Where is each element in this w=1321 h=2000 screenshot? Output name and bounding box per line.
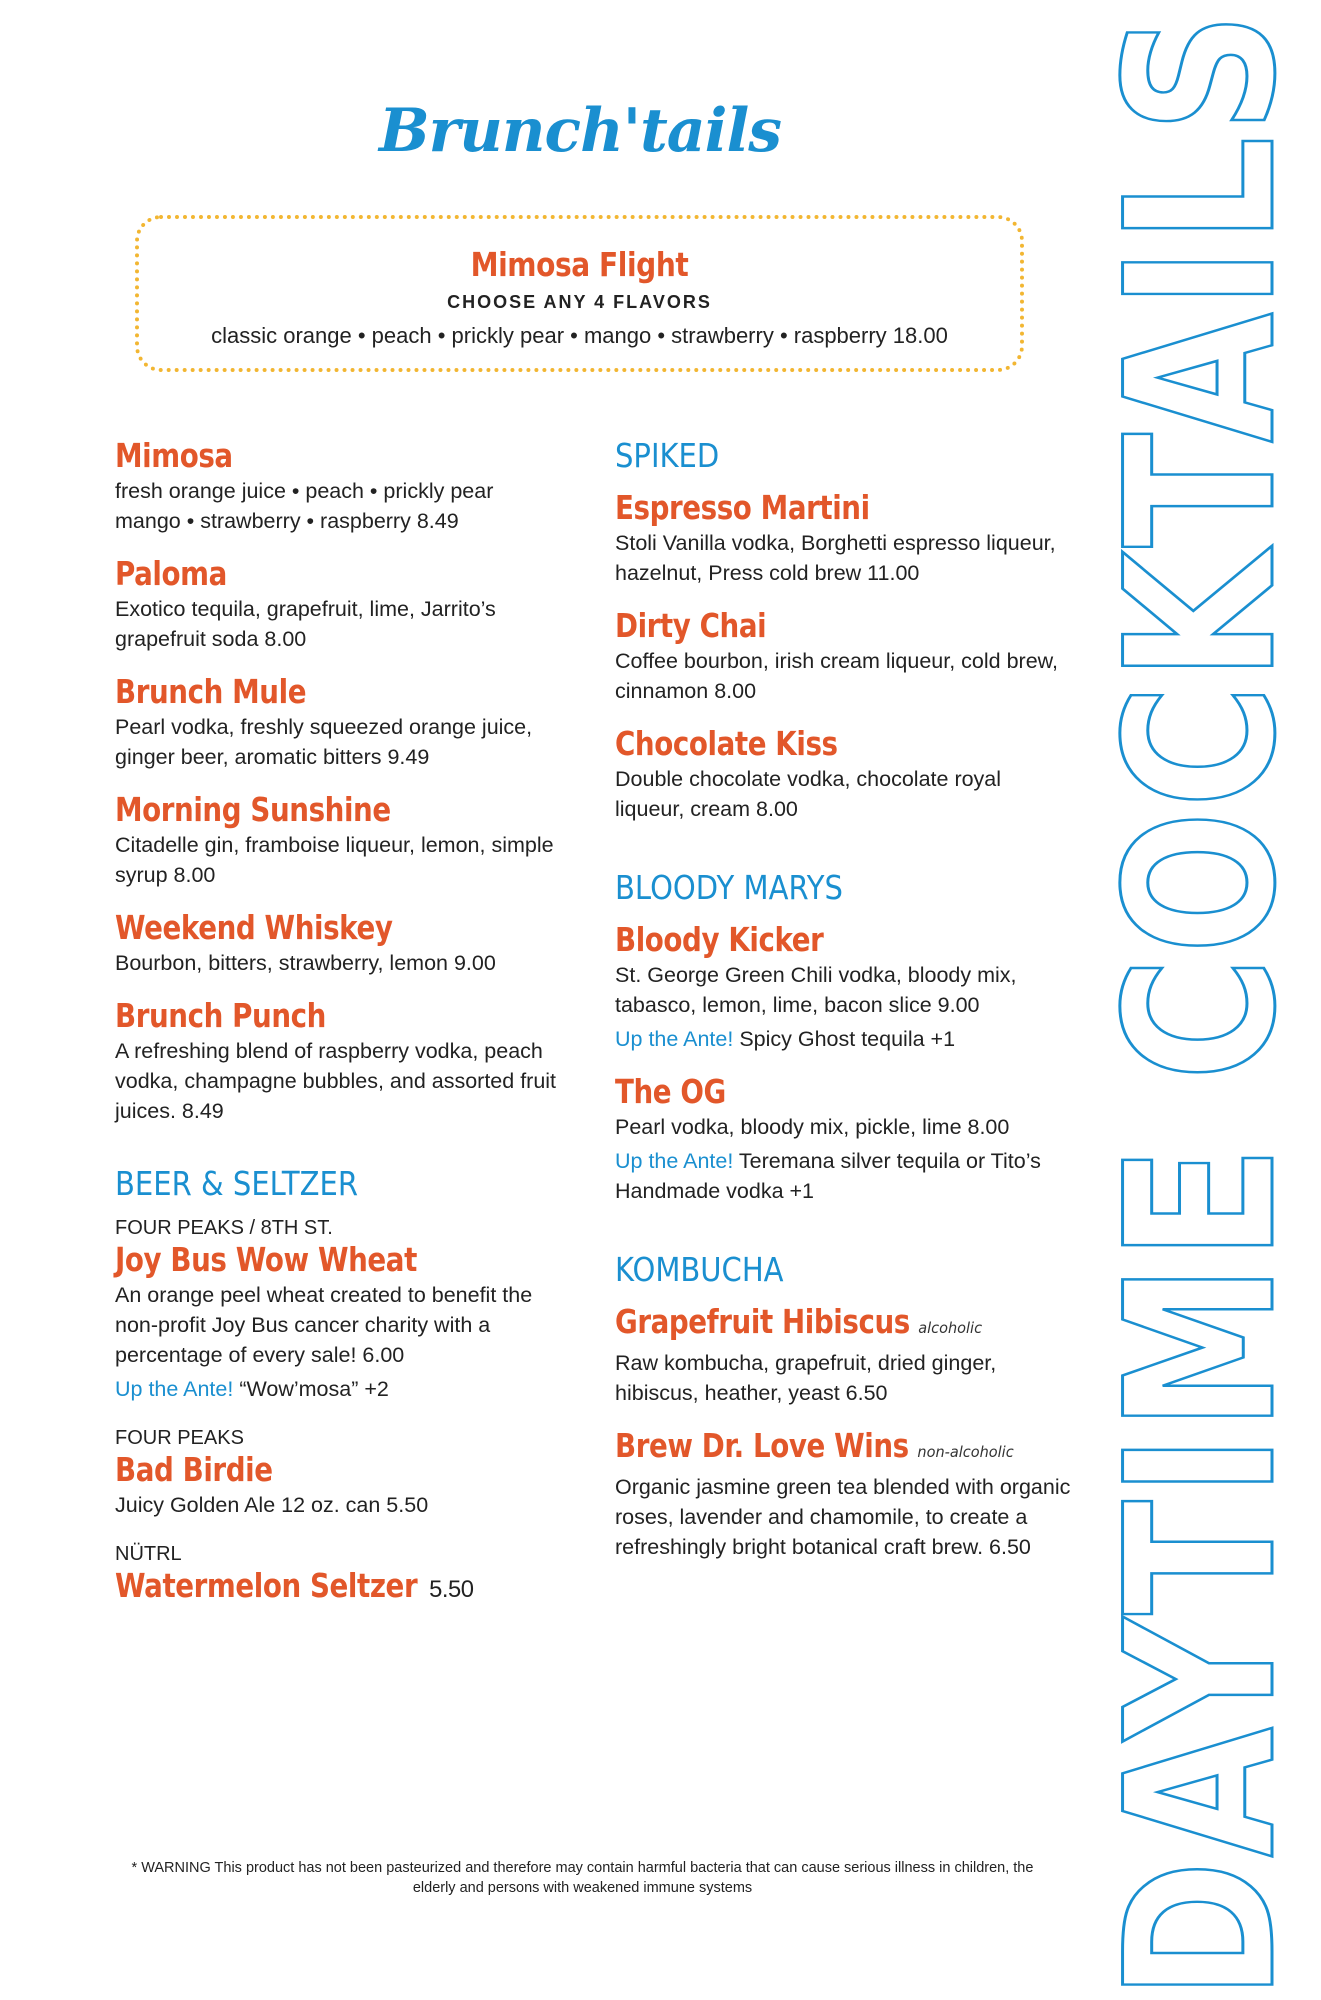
item-description: Double chocolate vodka, chocolate royal liqueur, cream 8.00 <box>615 767 1002 821</box>
item-name <box>115 1566 493 1610</box>
brewer-name: FOUR PEAKS <box>115 1427 244 1449</box>
menu-item <box>615 1072 1075 1206</box>
section-heading-kombucha: KOMBUCHA <box>615 1250 784 1289</box>
section-heading-spiked: SPIKED <box>615 436 720 475</box>
item-name: Bad Birdie <box>115 1450 273 1489</box>
ante-text: Spicy Ghost tequila +1 <box>733 1027 956 1051</box>
item-description: Organic jasmine green tea blended with organic roses, lavender and chamomile, to create a refreshingly bright botanical craft brew. 6.50 <box>615 1475 1071 1559</box>
side-title-text: DAYTIME COCKTAILS <box>1083 8 1321 2000</box>
item-name: Weekend Whiskey <box>115 908 393 947</box>
section-heading-bloody-marys: BLOODY MARYS <box>615 868 843 907</box>
ante-text: “Wow’mosa” +2 <box>233 1377 389 1401</box>
item-description: An orange peel wheat created to benefit the non-profit Joy Bus cancer charity with a percentage of every sale! 6.00 <box>115 1283 533 1367</box>
item-name-text: Brew Dr. Love Wins <box>615 1426 909 1465</box>
item-description: Raw kombucha, grapefruit, dried ginger, hibiscus, heather, yeast 6.50 <box>615 1351 997 1405</box>
menu-item <box>115 1426 565 1520</box>
menu-item <box>615 920 1075 1054</box>
side-title <box>1083 0 1321 2000</box>
item-name: Dirty Chai <box>615 606 767 645</box>
menu-title: Brunch'tails <box>378 96 782 166</box>
item-description: Bourbon, bitters, strawberry, lemon 9.00 <box>115 951 496 975</box>
item-name: Paloma <box>115 554 227 593</box>
menu-item <box>115 1542 565 1610</box>
menu-item <box>615 1426 1075 1562</box>
ante-label: Up the Ante! <box>615 1149 734 1173</box>
ante-label: Up the Ante! <box>115 1377 234 1401</box>
item-description: Stoli Vanilla vodka, Borghetti espresso liqueur, hazelnut, Press cold brew 11.00 <box>615 531 1056 585</box>
item-name: Mimosa <box>115 436 233 475</box>
item-name: Brunch Punch <box>115 996 326 1035</box>
item-name: Espresso Martini <box>615 488 870 527</box>
item-name-text: Grapefruit Hibiscus <box>615 1302 910 1341</box>
menu-item <box>115 908 565 978</box>
menu-item <box>115 554 565 654</box>
ante-label: Up the Ante! <box>615 1027 734 1051</box>
item-name <box>615 1302 1001 1348</box>
menu-item <box>115 996 565 1126</box>
item-description: Coffee bourbon, irish cream liqueur, cold brew, cinnamon 8.00 <box>615 649 1058 703</box>
item-name: Chocolate Kiss <box>615 724 838 763</box>
item-description: Pearl vodka, bloody mix, pickle, lime 8.00 <box>615 1115 1010 1139</box>
flight-subtitle: CHOOSE ANY 4 FLAVORS <box>447 292 712 312</box>
flight-name: Mimosa Flight <box>470 245 689 284</box>
up-the-ante <box>615 1146 1075 1206</box>
item-name: Joy Bus Wow Wheat <box>115 1240 417 1279</box>
up-the-ante <box>115 1374 565 1404</box>
section-heading-beer: BEER & SELTZER <box>115 1164 359 1203</box>
item-name <box>615 1426 1014 1472</box>
menu-item <box>615 606 1075 706</box>
alcohol-tag: alcoholic <box>918 1319 983 1337</box>
brewer-name: NÜTRL <box>115 1543 182 1565</box>
ante-text: Teremana silver tequila or Tito’s Handmade vodka +1 <box>615 1149 1041 1203</box>
item-price: 5.50 <box>428 1576 474 1603</box>
item-description: Citadelle gin, framboise liqueur, lemon, simple syrup 8.00 <box>115 833 554 887</box>
item-name: Bloody Kicker <box>615 920 824 959</box>
menu-item <box>615 488 1075 588</box>
mimosa-flight-box <box>135 215 1024 372</box>
item-description: Pearl vodka, freshly squeezed orange juice, ginger beer, aromatic bitters 9.49 <box>115 715 533 769</box>
item-description: Juicy Golden Ale 12 oz. can 5.50 <box>115 1493 429 1517</box>
menu-item <box>115 672 565 772</box>
right-column <box>615 436 1075 1580</box>
menu-item <box>115 790 565 890</box>
menu-item <box>115 436 565 536</box>
item-name: Brunch Mule <box>115 672 307 711</box>
item-name-text: Watermelon Seltzer <box>115 1566 418 1605</box>
alcohol-tag: non-alcoholic <box>917 1443 1014 1461</box>
up-the-ante <box>615 1024 1075 1054</box>
item-name: Morning Sunshine <box>115 790 391 829</box>
item-description: St. George Green Chili vodka, bloody mix, tabasco, lemon, lime, bacon slice 9.00 <box>615 963 1017 1017</box>
menu-item <box>115 1216 565 1404</box>
item-name: The OG <box>615 1072 726 1111</box>
item-description: Exotico tequila, grapefruit, lime, Jarrito’s grapefruit soda 8.00 <box>115 597 496 651</box>
flight-flavors: classic orange • peach • prickly pear • mango • strawberry • raspberry 18.00 <box>211 323 948 348</box>
item-description: fresh orange juice • peach • prickly pear mango • strawberry • raspberry 8.49 <box>115 479 494 533</box>
health-warning: * WARNING This product has not been pasteurized and therefore may contain harmful bacteria that can cause serious illness in children, the elderly and persons with weakened immune systems <box>131 1860 1034 1896</box>
left-column <box>115 436 565 1628</box>
menu-item <box>615 1302 1075 1408</box>
menu-item <box>615 724 1075 824</box>
item-description: A refreshing blend of raspberry vodka, peach vodka, champagne bubbles, and assorted fruit juices. 8.49 <box>115 1039 557 1123</box>
brewer-name: FOUR PEAKS / 8TH ST. <box>115 1217 333 1239</box>
